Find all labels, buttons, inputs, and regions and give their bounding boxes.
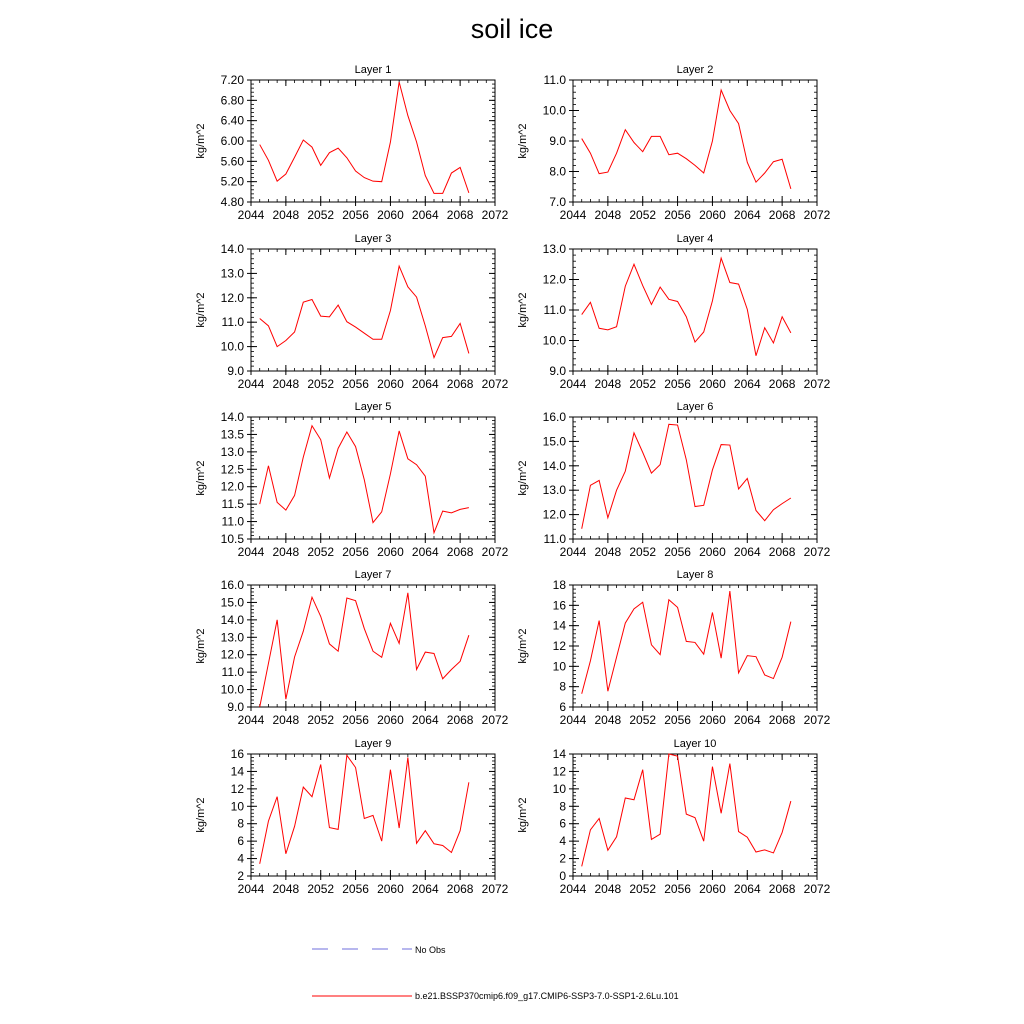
y-tick-label: 10.0 xyxy=(542,103,566,118)
x-tick-label: 2064 xyxy=(411,208,439,222)
x-tick-label: 2056 xyxy=(664,377,691,391)
y-axis-label: kg/m^2 xyxy=(195,628,207,664)
y-tick-label: 11.5 xyxy=(221,497,244,512)
y-tick-label: 14 xyxy=(230,764,244,779)
x-tick-label: 2072 xyxy=(803,208,831,222)
x-tick-label: 2056 xyxy=(664,713,691,727)
x-tick-label: 2068 xyxy=(446,882,474,896)
series-line xyxy=(260,755,469,863)
x-tick-label: 2068 xyxy=(768,208,796,222)
y-tick-label: 0 xyxy=(559,869,566,883)
plot-frame xyxy=(251,249,495,371)
x-tick-label: 2044 xyxy=(237,713,265,727)
y-tick-label: 11.0 xyxy=(543,73,566,87)
panel-title: Layer 10 xyxy=(673,738,717,750)
y-tick-label: 11.0 xyxy=(221,315,244,330)
y-tick-label: 4.80 xyxy=(220,195,244,209)
x-tick-label: 2048 xyxy=(594,713,622,727)
x-tick-label: 2044 xyxy=(237,377,265,391)
y-axis-label: kg/m^2 xyxy=(517,123,529,159)
x-tick-label: 2048 xyxy=(272,882,300,896)
y-tick-label: 16 xyxy=(552,598,566,613)
y-axis-label: kg/m^2 xyxy=(195,123,207,159)
x-tick-label: 2048 xyxy=(594,208,622,222)
x-tick-label: 2052 xyxy=(307,545,335,559)
y-tick-label: 15.0 xyxy=(542,434,566,449)
y-tick-label: 16 xyxy=(230,747,244,761)
x-tick-label: 2060 xyxy=(377,713,404,727)
legend-label-model: b.e21.BSSP370cmip6.f09_g17.CMIP6-SSP3-7.0-SSP1-2.6Lu.101 xyxy=(415,991,679,1001)
panel-title: Layer 4 xyxy=(676,233,714,245)
y-tick-label: 14.0 xyxy=(220,410,244,424)
y-tick-label: 15.0 xyxy=(220,595,244,610)
y-tick-label: 10 xyxy=(552,781,566,796)
y-tick-label: 10 xyxy=(230,799,244,814)
y-tick-label: 13.5 xyxy=(220,427,244,442)
y-tick-label: 11.0 xyxy=(543,303,566,317)
x-tick-label: 2068 xyxy=(768,882,796,896)
x-tick-label: 2068 xyxy=(446,377,474,391)
x-tick-label: 2044 xyxy=(237,208,265,222)
x-tick-label: 2064 xyxy=(733,713,761,727)
x-tick-label: 2072 xyxy=(803,377,831,391)
y-axis-label: kg/m^2 xyxy=(517,628,529,664)
panel-layer-3 xyxy=(195,233,509,391)
y-tick-label: 12.0 xyxy=(542,272,566,287)
panel-layer-5 xyxy=(195,401,509,559)
figure-title: soil ice xyxy=(470,14,554,44)
x-tick-label: 2048 xyxy=(272,377,300,391)
x-tick-label: 2044 xyxy=(237,545,265,559)
x-tick-label: 2060 xyxy=(377,882,404,896)
panel-title: Layer 3 xyxy=(354,233,392,245)
x-tick-label: 2056 xyxy=(664,208,691,222)
x-tick-label: 2064 xyxy=(733,208,761,222)
series-line xyxy=(260,426,469,533)
panel-layer-1 xyxy=(195,64,509,222)
x-tick-label: 2056 xyxy=(342,713,369,727)
x-tick-label: 2064 xyxy=(411,377,439,391)
y-tick-label: 14.0 xyxy=(220,612,244,627)
y-tick-label: 13.0 xyxy=(542,242,566,256)
x-tick-label: 2072 xyxy=(481,208,509,222)
x-tick-label: 2056 xyxy=(664,882,691,896)
y-tick-label: 4 xyxy=(237,851,244,866)
x-tick-label: 2064 xyxy=(733,882,761,896)
y-tick-label: 9.0 xyxy=(549,134,566,148)
y-tick-label: 7.0 xyxy=(549,195,566,209)
panel-layer-10 xyxy=(517,738,831,896)
x-tick-label: 2044 xyxy=(559,377,587,391)
y-tick-label: 12 xyxy=(552,764,566,779)
panel-title: Layer 6 xyxy=(676,401,714,413)
y-tick-label: 9.0 xyxy=(549,364,566,378)
plot-frame xyxy=(573,417,817,539)
x-tick-label: 2048 xyxy=(272,713,300,727)
y-tick-label: 4 xyxy=(559,834,566,849)
y-tick-label: 2 xyxy=(237,869,244,883)
y-tick-label: 10.0 xyxy=(542,333,566,348)
y-tick-label: 10 xyxy=(552,659,566,674)
series-line xyxy=(582,591,791,694)
y-tick-label: 16.0 xyxy=(542,410,566,424)
series-line xyxy=(582,754,791,866)
x-tick-label: 2068 xyxy=(768,545,796,559)
x-tick-label: 2044 xyxy=(559,713,587,727)
x-tick-label: 2048 xyxy=(594,882,622,896)
x-tick-label: 2052 xyxy=(307,882,335,896)
x-tick-label: 2052 xyxy=(629,713,657,727)
y-tick-label: 8 xyxy=(237,816,244,831)
y-axis-label: kg/m^2 xyxy=(517,797,529,833)
y-tick-label: 9.0 xyxy=(227,700,244,714)
legend xyxy=(312,945,679,1001)
y-tick-label: 14 xyxy=(552,747,566,761)
y-tick-label: 11.0 xyxy=(221,665,244,680)
panel-title: Layer 7 xyxy=(354,569,392,581)
x-tick-label: 2072 xyxy=(481,545,509,559)
plot-frame xyxy=(573,249,817,371)
x-tick-label: 2072 xyxy=(481,713,509,727)
y-axis-label: kg/m^2 xyxy=(195,797,207,833)
x-tick-label: 2052 xyxy=(307,208,335,222)
x-tick-label: 2048 xyxy=(272,208,300,222)
series-line xyxy=(260,82,469,193)
x-tick-label: 2064 xyxy=(733,377,761,391)
y-tick-label: 12.0 xyxy=(220,479,244,494)
x-tick-label: 2060 xyxy=(377,208,404,222)
x-tick-label: 2044 xyxy=(559,882,587,896)
y-tick-label: 6 xyxy=(237,834,244,849)
y-tick-label: 16.0 xyxy=(220,578,244,592)
y-tick-label: 6.40 xyxy=(220,113,244,128)
panel-layer-7 xyxy=(195,569,509,727)
y-tick-label: 13.0 xyxy=(220,630,244,645)
y-tick-label: 9.0 xyxy=(227,364,244,378)
series-line xyxy=(260,593,469,707)
y-tick-label: 10.0 xyxy=(220,682,244,697)
y-axis-label: kg/m^2 xyxy=(517,292,529,328)
x-tick-label: 2068 xyxy=(446,208,474,222)
y-tick-label: 2 xyxy=(559,851,566,866)
x-tick-label: 2060 xyxy=(699,713,726,727)
x-tick-label: 2056 xyxy=(342,545,369,559)
y-tick-label: 6.80 xyxy=(220,93,244,108)
x-tick-label: 2052 xyxy=(629,545,657,559)
y-tick-label: 8 xyxy=(559,679,566,694)
y-axis-label: kg/m^2 xyxy=(517,460,529,496)
plot-frame xyxy=(251,80,495,202)
x-tick-label: 2068 xyxy=(768,713,796,727)
x-tick-label: 2056 xyxy=(342,377,369,391)
x-tick-label: 2072 xyxy=(481,882,509,896)
y-tick-label: 14 xyxy=(552,618,566,633)
x-tick-label: 2044 xyxy=(559,545,587,559)
x-tick-label: 2068 xyxy=(446,713,474,727)
x-tick-label: 2068 xyxy=(446,545,474,559)
y-tick-label: 10.0 xyxy=(220,339,244,354)
panel-title: Layer 9 xyxy=(354,738,392,750)
x-tick-label: 2044 xyxy=(237,882,265,896)
y-tick-label: 8.0 xyxy=(549,164,566,179)
x-tick-label: 2052 xyxy=(307,713,335,727)
y-tick-label: 10.5 xyxy=(220,532,244,546)
x-tick-label: 2060 xyxy=(377,545,404,559)
panel-title: Layer 5 xyxy=(354,401,392,413)
y-tick-label: 6.00 xyxy=(220,134,244,148)
x-tick-label: 2068 xyxy=(768,377,796,391)
x-tick-label: 2064 xyxy=(411,713,439,727)
y-tick-label: 13.0 xyxy=(542,483,566,498)
y-tick-label: 12 xyxy=(230,781,244,796)
y-axis-label: kg/m^2 xyxy=(195,292,207,328)
y-tick-label: 7.20 xyxy=(220,73,244,87)
y-tick-label: 13.0 xyxy=(220,444,244,459)
series-line xyxy=(582,258,791,356)
x-tick-label: 2072 xyxy=(481,377,509,391)
x-tick-label: 2072 xyxy=(803,545,831,559)
y-tick-label: 13.0 xyxy=(220,266,244,281)
x-tick-label: 2048 xyxy=(594,545,622,559)
panel-title: Layer 2 xyxy=(676,64,714,76)
panel-title: Layer 1 xyxy=(354,64,392,76)
x-tick-label: 2060 xyxy=(699,545,726,559)
y-tick-label: 8 xyxy=(559,799,566,814)
y-tick-label: 6 xyxy=(559,816,566,831)
x-tick-label: 2056 xyxy=(664,545,691,559)
y-tick-label: 6 xyxy=(559,700,566,714)
panel-layer-2 xyxy=(517,64,831,222)
series-line xyxy=(582,90,791,189)
y-tick-label: 5.20 xyxy=(220,174,244,189)
panel-layer-4 xyxy=(517,233,831,391)
x-tick-label: 2072 xyxy=(803,713,831,727)
x-tick-label: 2048 xyxy=(594,377,622,391)
series-line xyxy=(260,266,469,358)
y-tick-label: 12.0 xyxy=(220,290,244,305)
x-tick-label: 2052 xyxy=(629,882,657,896)
y-tick-label: 5.60 xyxy=(220,154,244,169)
y-tick-label: 14.0 xyxy=(542,458,566,473)
x-tick-label: 2056 xyxy=(342,208,369,222)
y-tick-label: 18 xyxy=(552,578,566,592)
x-tick-label: 2052 xyxy=(307,377,335,391)
x-tick-label: 2056 xyxy=(342,882,369,896)
plot-frame xyxy=(573,585,817,707)
x-tick-label: 2060 xyxy=(699,377,726,391)
series-line xyxy=(582,424,791,528)
y-tick-label: 14.0 xyxy=(220,242,244,256)
x-tick-label: 2064 xyxy=(411,882,439,896)
y-tick-label: 12 xyxy=(552,639,566,653)
x-tick-label: 2048 xyxy=(272,545,300,559)
x-tick-label: 2064 xyxy=(411,545,439,559)
x-tick-label: 2060 xyxy=(699,208,726,222)
x-tick-label: 2060 xyxy=(699,882,726,896)
x-tick-label: 2052 xyxy=(629,208,657,222)
plot-frame xyxy=(573,80,817,202)
x-tick-label: 2064 xyxy=(733,545,761,559)
plot-frame xyxy=(573,754,817,876)
x-tick-label: 2060 xyxy=(377,377,404,391)
y-tick-label: 12.0 xyxy=(220,647,244,662)
y-axis-label: kg/m^2 xyxy=(195,460,207,496)
x-tick-label: 2044 xyxy=(559,208,587,222)
y-tick-label: 11.0 xyxy=(221,514,244,529)
y-tick-label: 12.5 xyxy=(220,462,244,477)
x-tick-label: 2072 xyxy=(803,882,831,896)
x-tick-label: 2052 xyxy=(629,377,657,391)
y-tick-label: 11.0 xyxy=(543,532,566,546)
legend-label-no-obs: No Obs xyxy=(415,945,446,955)
panel-layer-6 xyxy=(517,401,831,559)
panel-layer-8 xyxy=(517,569,831,727)
panel-layer-9 xyxy=(195,738,509,896)
panel-title: Layer 8 xyxy=(676,569,714,581)
y-tick-label: 12.0 xyxy=(542,507,566,522)
